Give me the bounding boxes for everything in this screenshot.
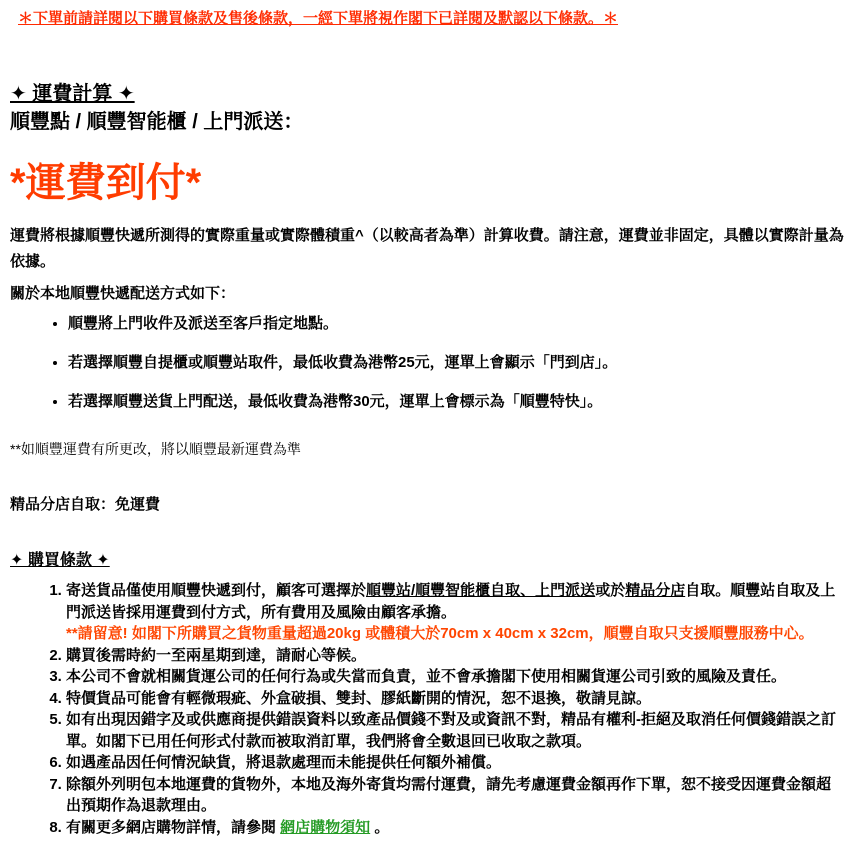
- delivery-option-item: • 順豐將上門收件及派送至客戶指定地點。: [68, 313, 845, 334]
- term-item: [66, 752, 845, 774]
- term-text: 如遇產品因任何情況缺貨，將退款處理而未能提供任何額外補償。: [66, 754, 502, 771]
- term-item: [66, 645, 845, 667]
- shipping-calc-heading: ✦ 運費計算 ✦: [10, 83, 135, 105]
- freight-basis-paragraph: 運費將根據順豐快遞所測得的實際重量或實際體積重^（以較高者為準）計算收費。請注意，運費並非固定，具體以實際計量為依據。: [10, 227, 844, 270]
- pre-order-notice: ＊下單前請詳閱以下購買條款及售後條款，一經下單將視作閣下已詳閱及默認以下條款。＊: [18, 10, 619, 27]
- term-text: 有關更多網店購物詳情，請參閱: [66, 818, 281, 836]
- term-text: 如有出現因錯字及或供應商提供錯誤資料以致產品價錢不對及或資訊不對，精品有權利-拒絕及取消任何價錢錯誤之訂單。如閣下已用任何形式付款而被取消訂單，我們將會全數退回已收取之款項。: [66, 711, 837, 750]
- fee-change-note: **如順豐運費有所更改，將以順豐最新運費為準: [10, 441, 301, 457]
- term-text: 寄送貨品僅使用順豐快遞到付，顧客可選擇於: [66, 582, 367, 599]
- term-underlined-text: 順豐站/順豐智能櫃自取、上門派送: [366, 582, 596, 599]
- term-text: 。: [370, 818, 390, 836]
- term-text: 購買後需時約一至兩星期到達，請耐心等候。: [66, 646, 367, 664]
- term-underlined-text: 精品分店: [625, 582, 686, 599]
- term-item: [66, 709, 845, 752]
- term-text: 特價貨品可能會有輕微瑕疵、外盒破損、雙封、膠紙斷開的情況，恕不退換，敬請見諒。: [66, 689, 652, 707]
- term-item: [66, 688, 845, 710]
- term-text: 除額外列明包本地運費的貨物外，本地及海外寄貨均需付運費，請先考慮運費金額再作下單，恕不接受因運費金額超出預期作為退款理由。: [66, 775, 832, 814]
- term-item: [66, 580, 845, 645]
- shipping-methods-subheading: 順豐點 / 順豐智能櫃 / 上門派送：: [10, 111, 304, 133]
- delivery-option-item: • 若選擇順豐自提櫃或順豐站取件，最低收費為港幣25元，運單上會顯示「門到店」。: [68, 352, 845, 373]
- term-item: [66, 666, 845, 688]
- purchase-terms-heading: ✦ 購買條款 ✦: [10, 552, 110, 569]
- oversize-warning: **請留意! 如閣下所購買之貨物重量超過20kg 或體積大於70cm x 40cm x 32cm，順豐自取只支援順豐服務中心。: [66, 625, 814, 642]
- local-delivery-intro: 關於本地順豐快遞配送方式如下：: [10, 285, 236, 302]
- freight-collect-title: *運費到付*: [10, 161, 202, 205]
- term-item: [66, 817, 845, 839]
- purchase-terms-list: [10, 580, 845, 838]
- term-item: [66, 774, 845, 817]
- store-pickup-note: 精品分店自取：免運費: [10, 496, 161, 513]
- delivery-options-list: [10, 313, 845, 412]
- delivery-option-item: • 若選擇順豐送貨上門配送，最低收費為港幣30元，運單上會標示為「順豐特快」。: [68, 391, 845, 412]
- term-text: 本公司不會就相關貨運公司的任何行為或失當而負責，並不會承擔閣下使用相關貨運公司引致的風險及責任。: [66, 668, 787, 685]
- shop-info-link[interactable]: 網店購物須知: [280, 818, 371, 836]
- term-text: 或於: [595, 582, 626, 599]
- term-text: 自取。順豐站自取及上門派送皆採用運費到付方式，所有費用及風險由顧客承擔。: [66, 582, 836, 621]
